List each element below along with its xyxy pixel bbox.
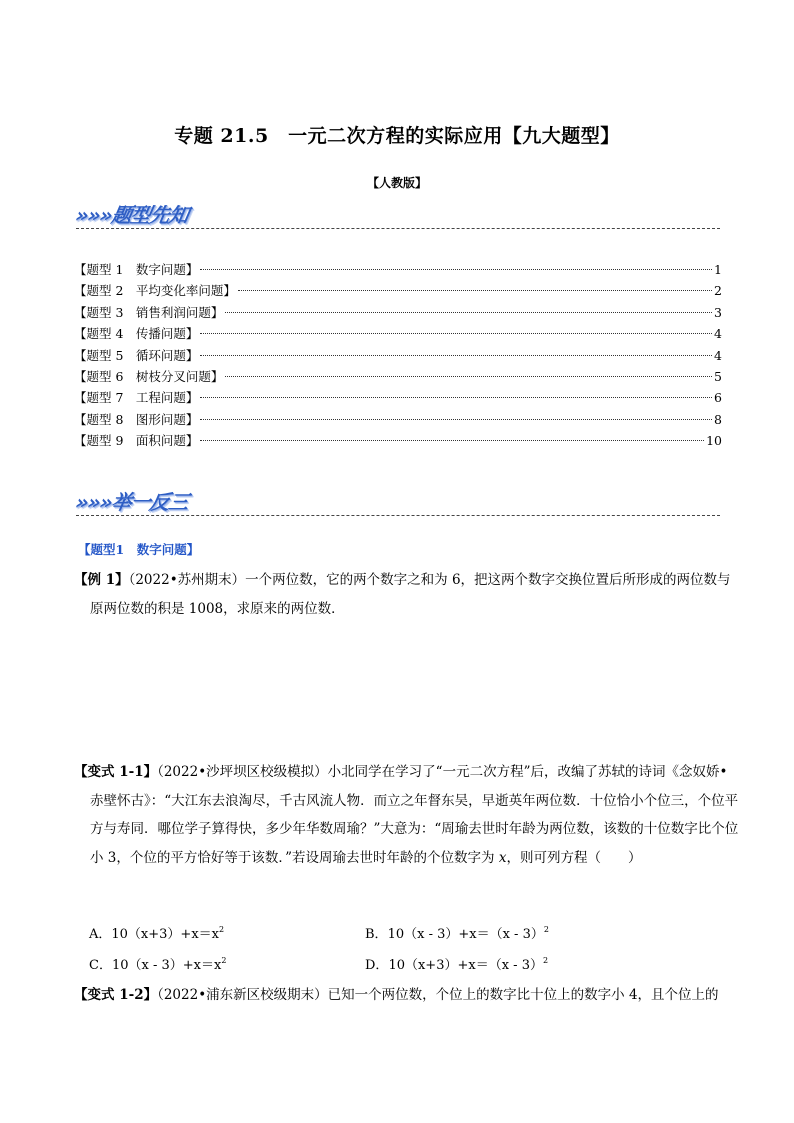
toc-leader-dots (225, 312, 712, 313)
example-1 (74, 566, 740, 623)
toc-page-number: 6 (714, 390, 722, 406)
banner-overview (73, 199, 720, 229)
toc-leader-dots (225, 376, 712, 377)
toc-leader-dots (200, 355, 712, 356)
example-1-tag: 【例 1】 (74, 572, 129, 588)
variant-1-1-tag: 【变式 1-1】 (74, 764, 158, 780)
edition-label: 【人教版】 (366, 176, 427, 190)
toc-page-number: 5 (714, 368, 722, 384)
toc-leader-dots (200, 440, 704, 441)
option-d[interactable]: D．10（x+3）+x＝（x - 3）$^2$ (365, 956, 549, 973)
option-c[interactable]: C．$10(x - 3)+x=x^2$ (89, 956, 227, 973)
answer-options (89, 914, 641, 976)
toc-entry[interactable] (74, 366, 722, 387)
toc-entry-label: 【题型 2 平均变化率问题】 (74, 283, 236, 299)
toc-entry-label: 【题型 1 数字问题】 (74, 262, 199, 277)
toc-leader-dots (200, 333, 712, 334)
variant-1-2 (74, 981, 740, 1010)
table-of-contents (74, 259, 722, 452)
banner-practice (73, 486, 720, 516)
toc-entry-label: 【题型 5 循环问题】 (74, 347, 199, 363)
toc-page-number: 4 (714, 347, 722, 363)
variant-1-1 (74, 758, 740, 872)
divider-line (76, 228, 720, 229)
toc-page-number: 1 (714, 262, 722, 277)
toc-leader-dots (200, 269, 712, 270)
toc-page-number: 10 (706, 433, 722, 449)
toc-entry[interactable] (74, 345, 722, 366)
toc-leader-dots (200, 397, 712, 398)
example-1-text: （2022•苏州期末）一个两位数，它的两个数字之和为 6，把这两个数字交换位置后所形成的两位数与原两位数的积是 1008，求原来的两位数． (90, 572, 731, 617)
banner-overview-logo: »»»题型先知 (73, 203, 190, 227)
toc-leader-dots (238, 290, 712, 291)
toc-page-number: 3 (714, 304, 722, 320)
toc-entry-label: 【题型 6 树枝分叉问题】 (74, 368, 224, 384)
toc-entry-label: 【题型 7 工程问题】 (74, 390, 199, 406)
toc-entry[interactable] (74, 280, 722, 301)
options-row (89, 914, 641, 945)
toc-entry[interactable] (74, 387, 722, 408)
toc-entry[interactable] (74, 302, 722, 323)
variable-x: x (498, 849, 507, 866)
toc-page-number: 4 (714, 326, 722, 342)
page-title: 专题 21.5 一元二次方程的实际应用【九大题型】 (174, 125, 620, 147)
toc-entry[interactable] (74, 430, 722, 451)
variant-1-2-tag: 【变式 1-2】 (74, 987, 158, 1003)
variant-1-2-text: （2022•浦东新区校级期末）已知一个两位数，个位上的数字比十位上的数字小 4，且个位上的 (157, 987, 719, 1003)
option-a[interactable]: A．$10(x+3)+x=x^2$ (89, 925, 225, 942)
toc-page-number: 8 (714, 411, 722, 427)
toc-entry[interactable] (74, 323, 722, 344)
toc-entry[interactable] (74, 259, 722, 280)
toc-leader-dots (200, 419, 712, 420)
variant-1-1-text-end: ，则可列方程（ ） (506, 849, 642, 866)
toc-entry-label: 【题型 9 面积问题】 (74, 433, 199, 449)
toc-page-number: 2 (714, 283, 722, 299)
option-b[interactable]: B．10（x - 3）+x＝（x - 3）$^2$ (365, 925, 549, 942)
variant-1-1-text: （2022•沙坪坝区校级模拟）小北同学在学习了“一元二次方程”后，改编了苏轼的诗词《念奴娇•赤壁怀古》：“大江东去浪淘尽，千古风流人物．而立之年督东吴，早逝英年两位数．十位恰小个位三，个位平方与寿同．哪位学子算得快，多少年华数周瑜？”大意为：“周瑜去世时年龄为两位数，该数的十位数字比个位小 3，个位的平方恰好等于该数．”若设周瑜去世时年龄的个位数字为 (90, 764, 739, 866)
toc-entry-label: 【题型 4 传播问题】 (74, 326, 199, 342)
toc-entry[interactable] (74, 409, 722, 430)
banner-practice-logo: »»»举一反三 (73, 490, 190, 514)
toc-entry-label: 【题型 3 销售利润问题】 (74, 304, 224, 320)
divider-line (76, 515, 720, 516)
toc-entry-label: 【题型 8 图形问题】 (74, 411, 199, 427)
section-heading: 【题型1 数字问题】 (78, 542, 200, 557)
options-row (89, 945, 641, 976)
